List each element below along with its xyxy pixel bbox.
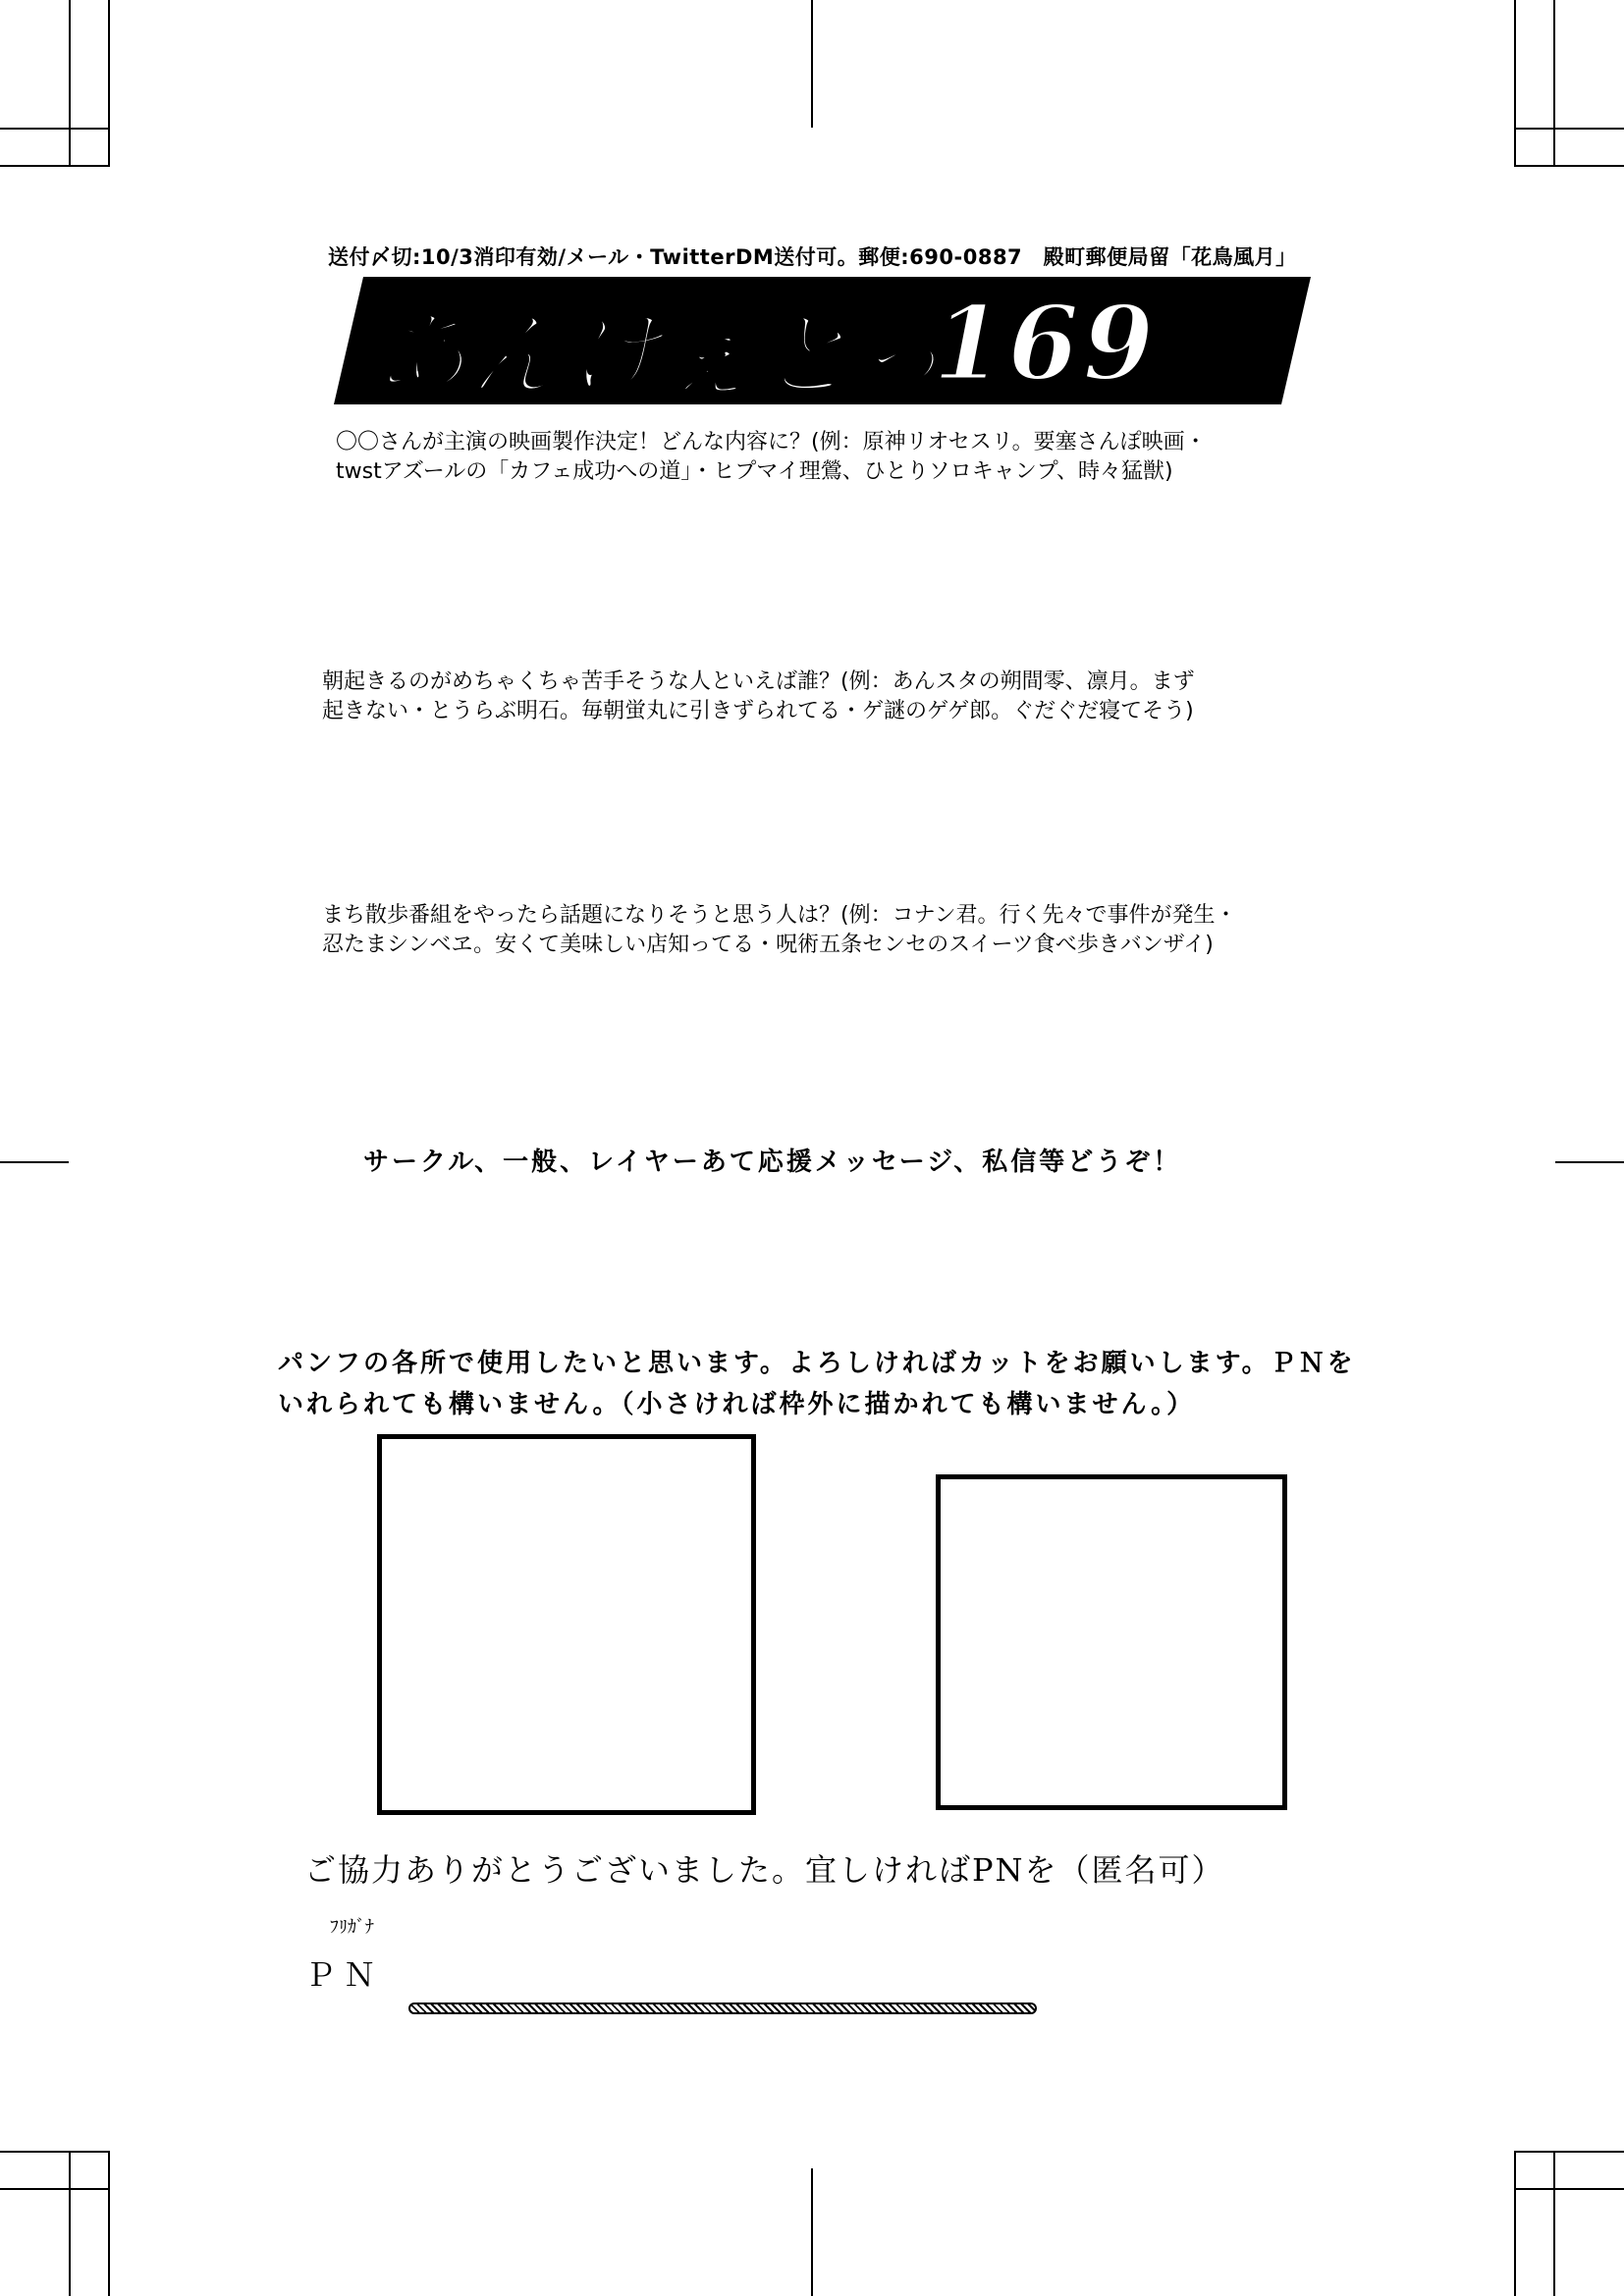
banner-number: 169: [933, 283, 1159, 403]
pn-label: ＰＮ: [304, 1956, 384, 1994]
title-banner: [334, 277, 1311, 410]
question-line: twstアズールの「カフェ成功への道」・ヒプマイ理鶯、ひとりソロキャンプ、時々猛獣): [336, 459, 1173, 484]
crop-mark: [1514, 2151, 1516, 2296]
crop-mark: [1553, 0, 1555, 167]
crop-mark: [1514, 165, 1624, 167]
crop-mark: [0, 165, 110, 167]
question-line: まち散歩番組をやったら話題になりそうと思う人は？(例：コナン君。行く先々で事件が発生・: [322, 903, 1237, 928]
question-line: 忍たまシンベヱ。安くて美味しい店知ってる・呪術五条センセのスイーツ食べ歩きバンザイ): [322, 933, 1214, 957]
crop-mark: [0, 2188, 110, 2190]
crop-mark: [108, 0, 110, 167]
question-line: 朝起きるのがめちゃくちゃ苦手そうな人といえば誰？(例：あんスタの朔間零、凛月。まず: [322, 669, 1195, 694]
pn-input-line[interactable]: [408, 2002, 1037, 2014]
thanks-text: ご協力ありがとうございました。宜しければPNを（匿名可）: [304, 1851, 1225, 1889]
crop-mark: [1514, 0, 1516, 167]
question-line: 〇〇さんが主演の映画製作決定！どんな内容に？(例：原神リオセスリ。要塞さんぽ映画・: [336, 430, 1207, 454]
crop-mark: [0, 1161, 69, 1163]
cut-request: [278, 1343, 1356, 1425]
crop-mark: [811, 2168, 813, 2296]
drawing-box-large[interactable]: [377, 1434, 756, 1815]
crop-mark: [0, 128, 110, 130]
crop-mark: [69, 2151, 71, 2296]
crop-mark: [0, 2151, 110, 2153]
banner-title: あんけぇとっ: [373, 300, 949, 410]
message-heading: サークル、一般、レイヤーあて応援メッセージ、私信等どうぞ！: [363, 1148, 1182, 1177]
crop-mark: [69, 0, 71, 167]
crop-mark: [1514, 128, 1624, 130]
crop-mark: [1553, 2151, 1555, 2296]
crop-mark: [1514, 2151, 1624, 2153]
question-3: [322, 901, 1237, 960]
furigana-label: ﾌﾘｶﾞﾅ: [330, 1917, 374, 1938]
question-2: [322, 667, 1195, 726]
crop-mark: [1514, 2188, 1624, 2190]
cut-request-line: パンフの各所で使用したいと思います。よろしければカットをお願いします。ＰＮを: [278, 1349, 1356, 1378]
drawing-box-small[interactable]: [936, 1474, 1287, 1810]
submission-info: 送付〆切:10/3消印有効/メール・TwitterDM送付可。郵便:690-0887 殿町郵便局留「花鳥風月」: [328, 245, 1297, 269]
crop-mark: [1555, 1161, 1624, 1163]
question-line: 起きない・とうらぶ明石。毎朝蛍丸に引きずられてる・ゲ謎のゲゲ郎。ぐだぐだ寝てそう): [322, 699, 1194, 723]
cut-request-line: いれられても構いません。（小さければ枠外に描かれても構いません。）: [278, 1390, 1196, 1419]
crop-mark: [108, 2151, 110, 2296]
question-1: [336, 428, 1207, 487]
crop-mark: [811, 0, 813, 128]
